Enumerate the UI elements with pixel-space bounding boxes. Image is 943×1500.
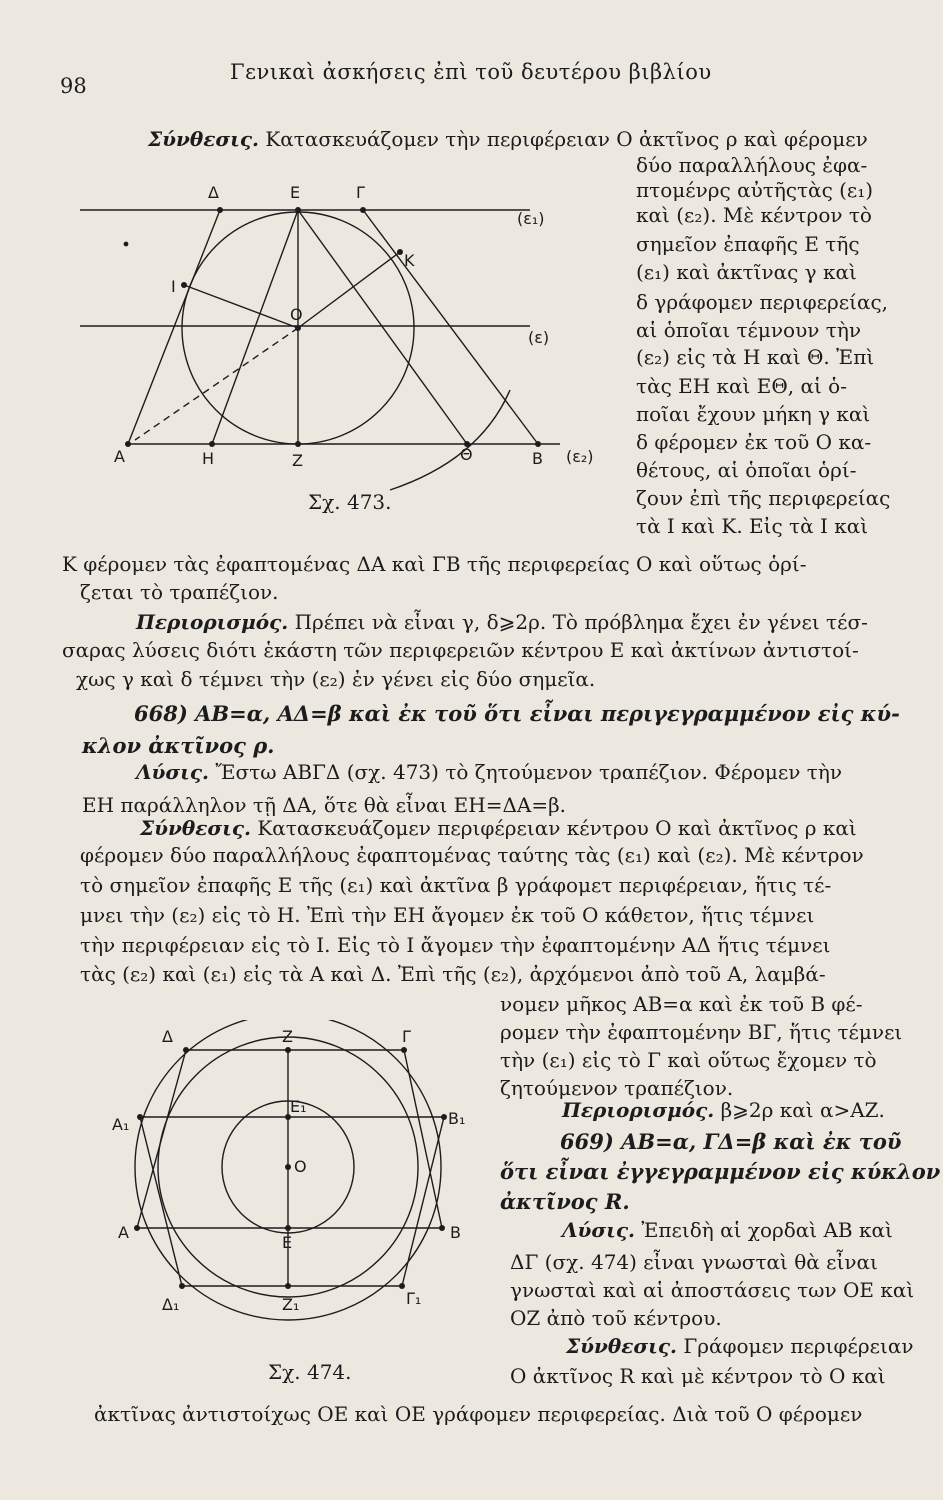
restriction-label: Περιορισμός. xyxy=(562,1098,715,1122)
label-H: Η xyxy=(202,449,215,468)
text-line: αἱ ὁποῖαι τέμνουν τὴν xyxy=(636,318,861,342)
text-line: ποῖαι ἔχουν μήκη γ καὶ xyxy=(636,402,871,426)
text-line: χως γ καὶ δ τέμνει τὴν (ε₂) ἐν γένει εἰς δύο σημεῖα. xyxy=(76,667,596,691)
text-line: ρομεν τὴν ἐφαπτομένην ΒΓ, ἥτις τέμνει xyxy=(500,1020,903,1044)
solution-line-2 xyxy=(562,1218,893,1242)
label-D1: Δ₁ xyxy=(162,1295,180,1314)
label-A1: Α₁ xyxy=(112,1115,130,1134)
label-O: Ο xyxy=(294,1157,307,1176)
synthesis-line-2 xyxy=(140,816,857,840)
label-E: Ε xyxy=(290,183,301,202)
text-line: (ε₂) εἰς τὰ Η καὶ Θ. Ἐπὶ xyxy=(636,345,875,369)
text-line: ζουν ἐπὶ τῆς περιφερείας xyxy=(636,486,891,510)
solution-label: Λύσις. xyxy=(136,760,209,784)
restriction-line-2 xyxy=(562,1098,885,1122)
solution-text: Ἔστω ΑΒΓΔ (σχ. 473) τὸ ζητούμενον τραπέζιον. Φέρομεν τὴν xyxy=(215,760,843,784)
synthesis-text: Κατασκευάζομεν περιφέρειαν κέντρου Ο καὶ ἀκτῖνος ρ καὶ xyxy=(257,816,857,840)
restriction-line xyxy=(136,610,868,634)
label-G: Γ xyxy=(356,183,365,202)
text-line: τὰς ΕΗ καὶ ΕΘ, αἱ ὁ- xyxy=(636,374,847,398)
label-A: Α xyxy=(114,447,125,466)
page-number: 98 xyxy=(60,74,87,98)
text-line: ζεται τὸ τραπέζιον. xyxy=(80,580,279,604)
solution-text: Ἐπειδὴ αἱ χορδαὶ ΑΒ καὶ xyxy=(641,1218,893,1242)
label-D: Δ xyxy=(208,183,219,202)
text-line: δύο παραλλήλους ἐφα- xyxy=(636,153,868,177)
restriction-label: Περιορισμός. xyxy=(136,610,289,634)
text-line: γνωσταὶ καὶ αἱ ἀποστάσεις των ΟΕ καὶ xyxy=(510,1278,915,1302)
text-line: ΟΖ ἀπὸ τοῦ κέντρου. xyxy=(510,1306,722,1330)
text-line: σημεῖον ἐπαφῆς Ε τῆς xyxy=(636,232,860,256)
exercise-668-heading: 668) ΑΒ=α, ΑΔ=β καὶ ἐκ τοῦ ὅτι εἶναι περιγεγραμμένον εἰς κύ- xyxy=(134,701,900,726)
synthesis-line-3 xyxy=(566,1334,913,1358)
exercise-669-heading-end: ἀκτῖνος R. xyxy=(500,1189,630,1214)
label-B1: Β₁ xyxy=(448,1109,466,1128)
text-line: σαρας λύσεις διότι ἑκάστη τῶν περιφερειῶν κέντρου Ε καὶ ἀκτίνων ἀντιστοί- xyxy=(62,638,859,662)
restriction-text: Πρέπει νὰ εἶναι γ, δ⩾2ρ. Τὸ πρόβλημα ἔχει ἐν γένει τέσ- xyxy=(294,610,868,634)
label-E1: Ε₁ xyxy=(290,1097,307,1116)
text-line: θέτους, αἱ ὁποῖαι ὁρί- xyxy=(636,458,857,482)
solution-label: Λύσις. xyxy=(562,1218,635,1242)
text-line: δ φέρομεν ἐκ τοῦ Ο κα- xyxy=(636,430,872,454)
exercise-669-heading: 669) ΑΒ=α, ΓΔ=β καὶ ἐκ τοῦ xyxy=(560,1129,902,1154)
synthesis-label: Σύνθεσις. xyxy=(566,1334,677,1358)
exercise-669-heading-cont: ὅτι εἶναι ἐγγεγραμμένον εἰς κύκλον xyxy=(500,1159,941,1184)
label-e1: (ε₁) xyxy=(517,209,545,228)
text-line: καὶ (ε₂). Μὲ κέντρον τὸ xyxy=(636,203,872,227)
text-line: νομεν μῆκος ΑΒ=α καὶ ἐκ τοῦ Β φέ- xyxy=(500,992,863,1016)
exercise-668-heading-cont: κλον ἀκτῖνος ρ. xyxy=(82,733,275,758)
label-I: Ι xyxy=(171,277,176,296)
text-line: Κ φέρομεν τὰς ἐφαπτομένας ΔΑ καὶ ΓΒ τῆς περιφερείας Ο καὶ οὕτως ὁρί- xyxy=(62,552,807,576)
running-title: Γενικαὶ ἀσκήσεις ἐπὶ τοῦ δευτέρου βιβλίου xyxy=(230,60,712,84)
text-line: τὴν (ε₁) εἰς τὸ Γ καὶ οὕτως ἔχομεν τὸ xyxy=(500,1048,877,1072)
text-line: τὰς (ε₂) καὶ (ε₁) εἰς τὰ Α καὶ Δ. Ἐπὶ τῆς (ε₂), ἀρχόμενοι ἀπὸ τοῦ Α, λαμβά- xyxy=(80,962,826,986)
text-line: ἀκτῖνας ἀντιστοίχως ΟΕ καὶ ΟΕ γράφομεν περιφερείας. Διὰ τοῦ Ο φέρομεν xyxy=(94,1402,863,1426)
label-Z1: Ζ₁ xyxy=(282,1295,300,1314)
synthesis-text: Γράφομεν περιφέρειαν xyxy=(683,1334,914,1358)
synthesis-line-1 xyxy=(148,127,868,151)
label-G: Γ xyxy=(402,1027,411,1046)
text-line: φέρομεν δύο παραλλήλους ἐφαπτομένας ταύτης τὰς (ε₁) καὶ (ε₂). Μὲ κέντρον xyxy=(80,843,864,867)
label-G1: Γ₁ xyxy=(406,1289,422,1308)
text-line: Ο ἀκτῖνος R καὶ μὲ κέντρον τὸ Ο καὶ xyxy=(510,1364,886,1388)
text-line: ΕΗ παράλληλον τῇ ΔΑ, ὅτε θὰ εἶναι ΕΗ=ΔΑ=β. xyxy=(82,793,567,817)
label-Z: Ζ xyxy=(292,451,303,470)
text-line: ΔΓ (σχ. 474) εἶναι γνωσταὶ θὰ εἶναι xyxy=(510,1250,878,1274)
text-line: πτομένρς αὐτῆςτὰς (ε₁) xyxy=(636,178,874,202)
figure-473 xyxy=(80,170,620,500)
label-Th: Θ xyxy=(460,445,473,464)
restriction-text: β⩾2ρ καὶ α>ΑΖ. xyxy=(720,1098,885,1122)
text-line: ζητούμενον τραπέζιον. xyxy=(500,1076,734,1100)
text-line: τὸ σημεῖον ἐπαφῆς Ε τῆς (ε₁) καὶ ἀκτῖνα β γράφομετ περιφέρειαν, ἥτις τέ- xyxy=(80,873,832,897)
label-A: Α xyxy=(118,1223,129,1242)
text-line: (ε₁) καὶ ἀκτῖνας γ καὶ xyxy=(636,260,857,284)
text-line: μνει τὴν (ε₂) εἰς τὸ Η. Ἐπὶ τὴν ΕΗ ἄγομεν ἐκ τοῦ Ο κάθετον, ἥτις τέμνει xyxy=(80,903,815,927)
figure-474 xyxy=(110,1020,480,1350)
synthesis-text: Κατασκευάζομεν τὴν περιφέρειαν Ο ἀκτῖνος ρ καὶ φέρομεν xyxy=(265,127,868,151)
label-Z: Ζ xyxy=(282,1027,293,1046)
label-D: Δ xyxy=(162,1027,173,1046)
label-E: Ε xyxy=(282,1233,293,1252)
label-O: Ο xyxy=(290,305,303,324)
solution-line xyxy=(136,760,842,784)
label-B: Β xyxy=(532,449,543,468)
text-line: τὰ Ι καὶ Κ. Εἰς τὰ Ι καὶ xyxy=(636,514,869,538)
synthesis-label: Σύνθεσις. xyxy=(140,816,251,840)
label-e2: (ε₂) xyxy=(566,447,594,466)
caption-473: Σχ. 473. xyxy=(308,490,392,514)
text-line: δ γράφομεν περιφερείας, xyxy=(636,290,889,314)
label-B: Β xyxy=(450,1223,461,1242)
label-K: Κ xyxy=(404,251,415,270)
label-e: (ε) xyxy=(528,328,550,347)
text-line: τὴν περιφέρειαν εἰς τὸ Ι. Εἰς τὸ Ι ἄγομεν τὴν ἐφαπτομένην ΑΔ ἥτις τέμνει xyxy=(80,933,831,957)
synthesis-label: Σύνθεσις. xyxy=(148,127,259,151)
caption-474: Σχ. 474. xyxy=(268,1360,352,1384)
